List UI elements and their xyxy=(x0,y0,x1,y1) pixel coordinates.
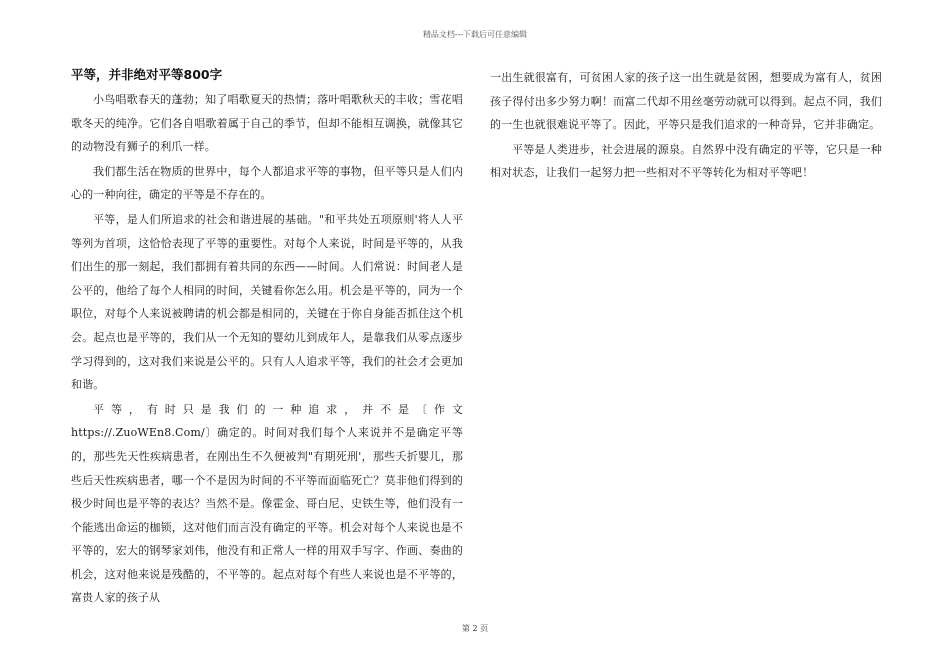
page-header: 精品文档---下载后可任意编辑 xyxy=(422,30,528,39)
paragraph: 平等，有时只是我们的一种追求，并不是〔作文https://.ZuoWEn8.Com/〕确定的。时间对我们每个人来说并不是确定平等的，那些先天性疾病患者，在刚出生不久便被判"有期死刑'，那些夭折婴儿，那些后天性疾病患者，哪一个不是因为时间的不平等而面临死亡？莫非他们得到的极少时间也是平等的表达？当然不是。像霍金、哥白尼、史铁生等，他们没有一个能逃出命运的枷锁，这对他们而言没有确定的平等。机会对每个人来说也是不平等的，宏大的钢琴家刘伟，他没有和正常人一样的用双手写字、作画、奏曲的机会，这对他来说是残酷的，不平等的。起点对每个有些人来说也是不平等的，富贵人家的孩子从 xyxy=(71,402,463,605)
paragraph: 平等，是人们所追求的社会和谐进展的基础。"和平共处五项原则'将人人平等列为首项，这恰恰表现了平等的重要性。对每个人来说，时间是平等的，从我们出生的那一刻起，我们都拥有着共同的东西——时间。人们常说：时间老人是公平的，他给了每个人相同的时间，关键看你怎么用。机会是平等的，同为一个职位，对每个人来说被聘请的机会都是相同的，关键在于你自身能否抓住这个机会。起点也是平等的，我们从一个无知的婴幼儿到成年人，是靠我们从零点逐步学习得到的，这对我们来说是公平的。只有人人追求平等，我们的社会才会更加和谐。 xyxy=(71,212,463,392)
paragraph: 小鸟唱歌春天的蓬勃；知了唱歌夏天的热情；落叶唱歌秋天的丰收；雪花唱歌冬天的纯净。它们各自唱歌着属于自己的季节，但却不能相互调换，就像其它的动物没有狮子的利爪一样。 xyxy=(71,93,463,154)
right-column xyxy=(490,66,882,186)
paragraph: 平等是人类进步，社会进展的源泉。自然界中没有确定的平等，它只是一种相对状态，让我们一起努力把一些相对不平等转化为相对平等吧！ xyxy=(490,142,882,180)
paragraph: 我们都生活在物质的世界中，每个人都追求平等的事物，但平等只是人们内心的一种向往，确定的平等是不存在的。 xyxy=(71,164,463,202)
page-number: 第 2 页 xyxy=(461,624,489,633)
paragraph-continued: 一出生就很富有，可贫困人家的孩子这一出生就是贫困，想要成为富有人，贫困孩子得付出多少努力啊！而富二代却不用丝毫劳动就可以得到。起点不同，我们的一生也就很难说平等了。因此，平等只是我们追求的一种奇异，它并非确定。 xyxy=(490,71,882,132)
left-column xyxy=(71,66,463,611)
article-title: 平等，并非绝对平等800字 xyxy=(71,67,223,82)
